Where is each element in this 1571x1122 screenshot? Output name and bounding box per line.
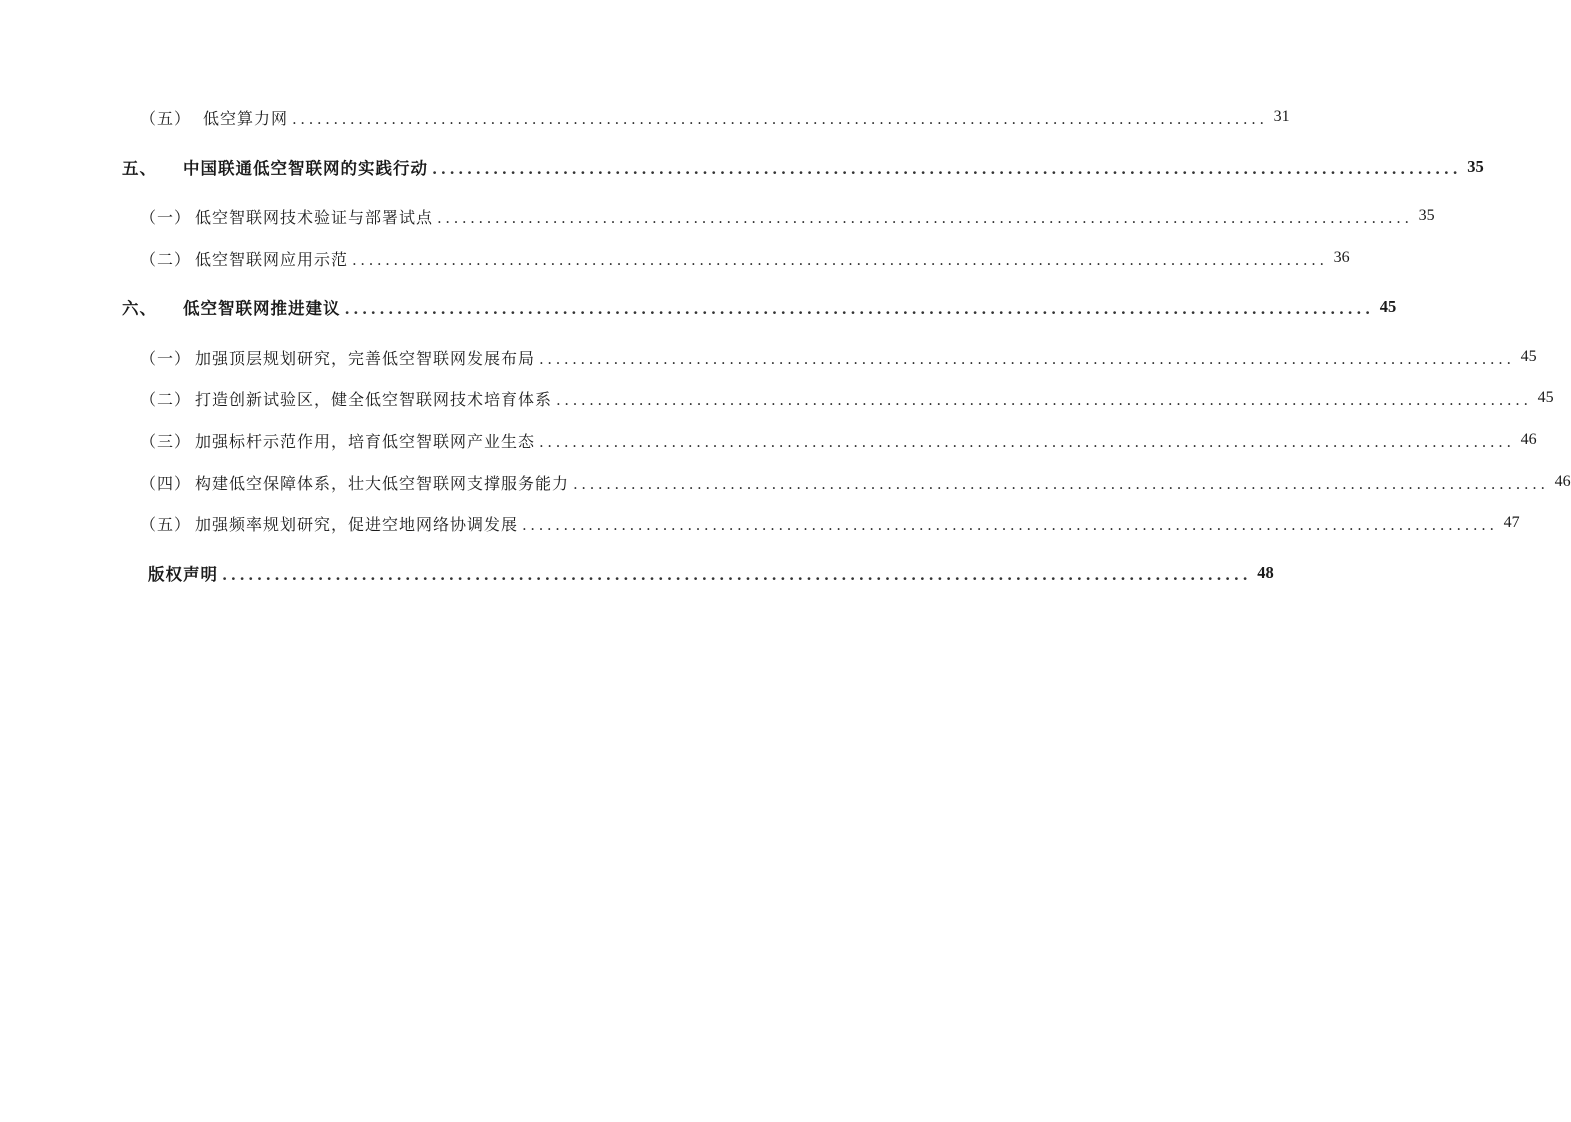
toc-dot-leader: ...................................................................................................................... (539, 350, 1515, 368)
toc-page-number: 36 (1333, 249, 1350, 266)
toc-entry-title (140, 512, 518, 535)
toc-entry-title (140, 205, 433, 228)
toc-entry-text: 构建低空保障体系，壮大低空智联网支撑服务能力 (195, 473, 570, 493)
toc-dot-leader: ...................................................................................................................... (437, 209, 1413, 227)
toc-page-number: 46 (1554, 473, 1571, 490)
toc-entry-text: 低空智联网应用示范 (195, 249, 349, 269)
toc-entry-sub[interactable] (140, 511, 1520, 535)
toc-entry-chapter[interactable] (122, 561, 1274, 585)
toc-dot-leader: ...................................................................................................................... (292, 110, 1268, 128)
toc-dot-leader: ...................................................................................................................... (522, 516, 1498, 534)
toc-entry-text: 加强顶层规划研究，完善低空智联网发展布局 (195, 348, 536, 368)
toc-entry-chapter[interactable] (122, 155, 1484, 179)
toc-entry-text: 加强标杆示范作用，培育低空智联网产业生态 (195, 431, 536, 451)
toc-entry-sub[interactable] (140, 386, 1554, 410)
toc-page-number: 31 (1273, 108, 1290, 125)
toc-entry-number: （五） (140, 514, 192, 534)
toc-entry-number: （五） (140, 108, 192, 128)
toc-entry-text: 中国联通低空智联网的实践行动 (183, 159, 428, 178)
toc-entry-text: 打造创新试验区，健全低空智联网技术培育体系 (195, 389, 553, 409)
toc-entry-sub[interactable] (140, 204, 1435, 228)
toc-entry-sub[interactable] (140, 246, 1350, 270)
toc-dot-leader: ...................................................................................................................... (352, 251, 1328, 269)
toc-entry-title (140, 106, 288, 129)
toc-entry-title (140, 387, 552, 410)
toc-entry-number: （一） (140, 348, 192, 368)
toc-dot-leader: ...................................................................................................................... (573, 475, 1549, 493)
toc-entry-number: （二） (140, 389, 192, 409)
toc-entry-chapter[interactable] (122, 295, 1397, 319)
toc-dot-leader: ...................................................................................................................... (539, 433, 1515, 451)
toc-page-number: 45 (1537, 389, 1554, 406)
toc-entry-number: （四） (140, 473, 192, 493)
toc-entry-title (140, 471, 569, 494)
toc-dot-leader: ...................................................................................................................... (222, 566, 1252, 584)
toc-entry-text: 低空智联网推进建议 (183, 299, 341, 318)
toc-entry-text: 低空算力网 (203, 108, 289, 128)
toc-dot-leader: ...................................................................................................................... (556, 391, 1532, 409)
toc-entry-title (140, 346, 535, 369)
toc-entry-text: 低空智联网技术验证与部署试点 (195, 207, 434, 227)
toc-entry-sub[interactable] (140, 105, 1290, 129)
toc-entry-title (122, 295, 341, 319)
toc-dot-leader: ...................................................................................................................... (432, 160, 1462, 178)
toc-entry-title (140, 429, 535, 452)
toc-page-number: 35 (1418, 207, 1435, 224)
toc-page-number: 48 (1257, 563, 1274, 582)
toc-entry-number: （三） (140, 431, 192, 451)
toc-entry-number: 六、 (122, 299, 157, 318)
toc-entry-title (122, 155, 428, 179)
toc-page-number: 46 (1520, 431, 1537, 448)
toc-entry-sub[interactable] (140, 345, 1537, 369)
toc-entry-text: 加强频率规划研究，促进空地网络协调发展 (195, 514, 519, 534)
toc-entry-text: 版权声明 (148, 565, 218, 584)
toc-entry-title (122, 561, 218, 585)
toc-entry-number: （二） (140, 249, 192, 269)
toc-entry-number: （一） (140, 207, 192, 227)
toc-entry-sub[interactable] (140, 428, 1537, 452)
toc-dot-leader: ...................................................................................................................... (344, 300, 1374, 318)
toc-entry-title (140, 247, 348, 270)
toc-page-number: 45 (1379, 297, 1397, 316)
toc-page-number: 45 (1520, 348, 1537, 365)
toc-page-number: 47 (1503, 514, 1520, 531)
toc-entry-number: 五、 (122, 159, 157, 178)
toc-entry-sub[interactable] (140, 470, 1571, 494)
toc-page-number: 35 (1467, 157, 1484, 176)
